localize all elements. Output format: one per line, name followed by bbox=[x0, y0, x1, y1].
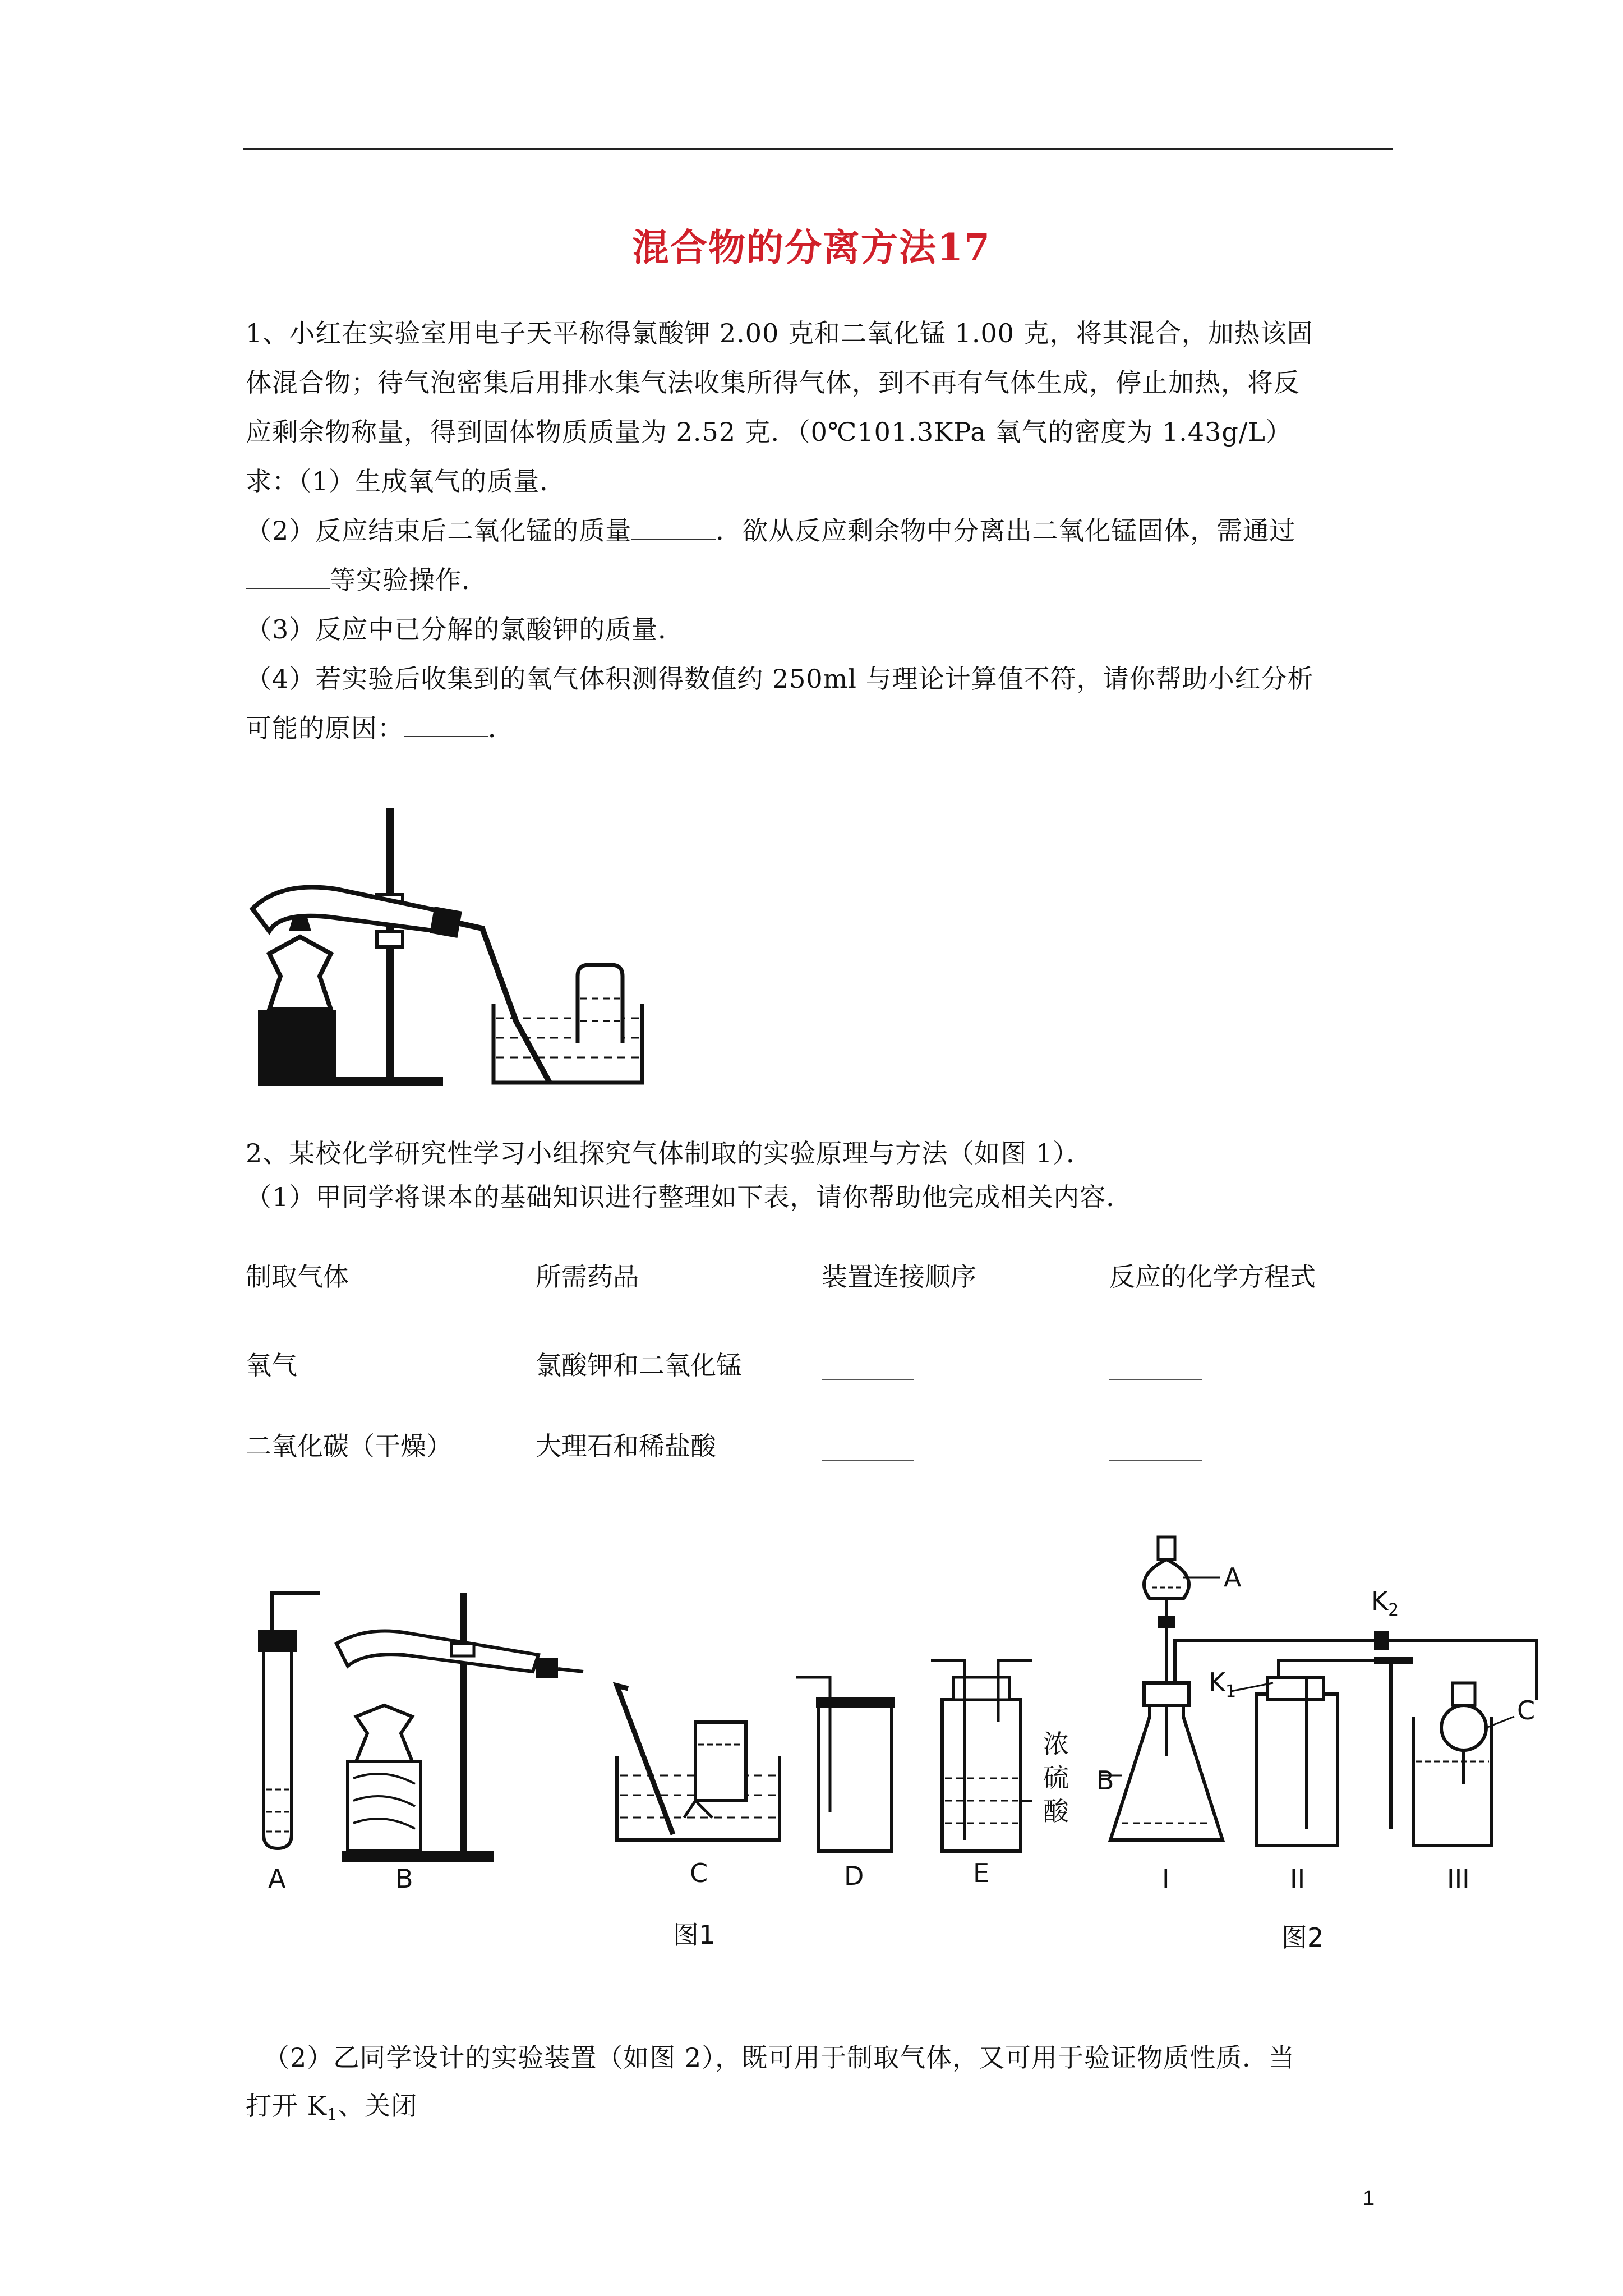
k1-sub: 1 bbox=[1225, 1682, 1237, 1701]
fig1-label-d: D bbox=[844, 1861, 864, 1891]
q2-line-2: （1）甲同学将课本的基础知识进行整理如下表，请你帮助他完成相关内容． bbox=[246, 1182, 1133, 1212]
k2-sub: 2 bbox=[1388, 1600, 1399, 1620]
q1-part-4-text-c: ． bbox=[488, 713, 514, 743]
table-row-oxygen-gas: 氧气 bbox=[246, 1350, 297, 1381]
fig2-label-b: B bbox=[1096, 1765, 1114, 1796]
table-header-reagents: 所需药品 bbox=[536, 1262, 639, 1292]
q1-line-4: 求：（1）生成氧气的质量． bbox=[246, 466, 566, 496]
q1-part-4: （4）若实验后收集到的氧气体积测得数值约 250ml 与理论计算值不符，请你帮助小红分析 bbox=[246, 664, 1314, 694]
fig2-roman-2: II bbox=[1290, 1864, 1306, 1894]
answer-blank bbox=[822, 1378, 914, 1380]
q1-part-2-text-a: （2）反应结束后二氧化锰的质量 bbox=[246, 516, 632, 546]
q2-part-2-text-b: 打开 K bbox=[246, 2091, 327, 2121]
fig1-label-c: C bbox=[690, 1858, 708, 1888]
page-title: 混合物的分离方法17 bbox=[632, 226, 991, 269]
table-row-co2-gas: 二氧化碳（干燥） bbox=[246, 1431, 452, 1461]
fig1-acid-label-2: 硫 bbox=[1043, 1763, 1069, 1793]
table-header-equation: 反应的化学方程式 bbox=[1109, 1262, 1316, 1292]
q1-part-2-text-c: 等实验操作． bbox=[330, 565, 488, 595]
q1-part-3: （3）反应中已分解的氯酸钾的质量． bbox=[246, 614, 685, 645]
table-header-gas: 制取气体 bbox=[246, 1262, 349, 1292]
fig2-label-k2 bbox=[1371, 1586, 1399, 1620]
fig1-label-b: B bbox=[395, 1864, 413, 1894]
q1-part-4-cont bbox=[246, 711, 1384, 745]
q1-part-2-text-b: ．欲从反应剩余物中分离出二氧化锰固体，需通过 bbox=[716, 516, 1296, 546]
q1-part-2-cont bbox=[246, 563, 1384, 597]
q2-line-1: 2、某校化学研究性学习小组探究气体制取的实验原理与方法（如图 1）． bbox=[246, 1138, 1093, 1168]
fig2-label-k1 bbox=[1209, 1667, 1236, 1701]
fig2-caption: 图2 bbox=[1281, 1922, 1324, 1953]
k1-letter: K bbox=[1209, 1667, 1226, 1697]
q1-line-1: 1、小红在实验室用电子天平称得氯酸钾 2.00 克和二氧化锰 1.00 克，将其混合，加热该固 bbox=[246, 318, 1313, 348]
q2-part-2: （2）乙同学设计的实验装置（如图 2），既可用于制取气体，又可用于验证物质性质．当 bbox=[264, 2042, 1295, 2073]
page-number: 1 bbox=[1363, 2187, 1375, 2210]
figure-2 bbox=[1096, 1515, 1593, 1963]
header-rule bbox=[243, 148, 1393, 150]
answer-blank bbox=[631, 514, 716, 540]
q2-part-2-text-c: 、关闭 bbox=[338, 2091, 418, 2121]
fig2-roman-1: I bbox=[1162, 1864, 1170, 1894]
table-row-oxygen-reagents: 氯酸钾和二氧化锰 bbox=[536, 1350, 742, 1381]
fig1-acid-label-3: 酸 bbox=[1043, 1796, 1069, 1826]
answer-blank bbox=[1109, 1458, 1202, 1461]
q2-part-2-cont bbox=[246, 2089, 1384, 2132]
q1-part-4-text-b: 可能的原因： bbox=[246, 713, 404, 743]
fig1-label-e: E bbox=[973, 1858, 990, 1888]
answer-blank bbox=[404, 711, 488, 737]
q1-line-2: 体混合物；待气泡密集后用排水集气法收集所得气体，到不再有气体生成，停止加热，将反 bbox=[246, 367, 1300, 398]
q1-apparatus-figure bbox=[247, 797, 662, 1099]
fig2-label-c: C bbox=[1517, 1695, 1536, 1726]
table-row-co2-reagents: 大理石和稀盐酸 bbox=[536, 1431, 716, 1461]
fig1-caption: 图1 bbox=[673, 1920, 716, 1950]
q1-line-3: 应剩余物称量，得到固体物质质量为 2.52 克．（0℃101.3KPa 氧气的密度为 1.43g/L） bbox=[246, 417, 1292, 447]
fig1-acid-label-1: 浓 bbox=[1043, 1729, 1069, 1759]
answer-blank bbox=[1109, 1378, 1202, 1380]
answer-blank bbox=[246, 563, 330, 589]
fig2-label-a: A bbox=[1224, 1562, 1242, 1593]
q1-part-2 bbox=[246, 514, 1384, 547]
fig1-label-a: A bbox=[268, 1864, 286, 1894]
k2-letter: K bbox=[1371, 1586, 1389, 1616]
table-header-order: 装置连接顺序 bbox=[822, 1262, 976, 1292]
q2-part-2-sub: 1 bbox=[327, 2105, 339, 2125]
answer-blank bbox=[822, 1458, 914, 1461]
figure-1 bbox=[236, 1576, 1110, 1963]
fig2-roman-3: III bbox=[1447, 1864, 1470, 1894]
